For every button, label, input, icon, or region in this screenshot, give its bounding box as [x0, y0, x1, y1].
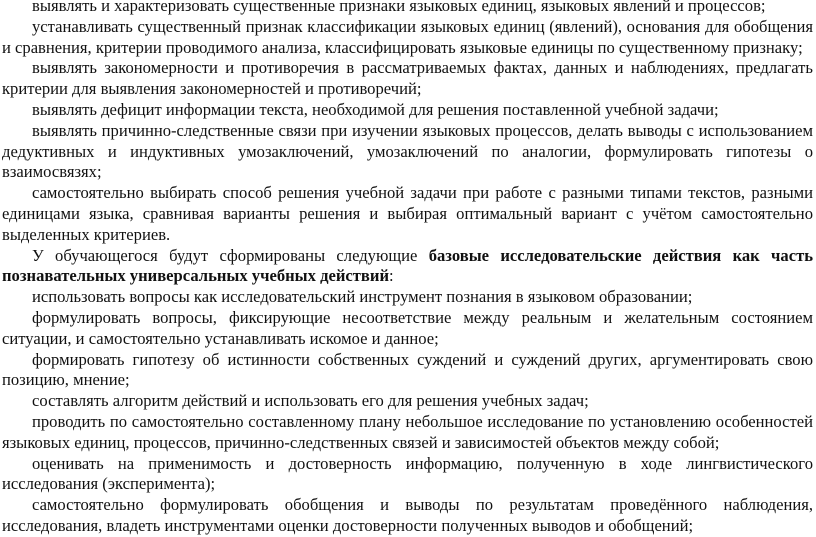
intro-suffix: :: [389, 266, 394, 286]
list-item-generalizations: самостоятельно формулировать обобщения и выводы по результатам проведённого наблюдения, исследования, владеть инструментами оценки достоверности полученных выводов и обобщений;: [2, 495, 813, 535]
list-item-algorithm: составлять алгоритм действий и использовать его для решения учебных задач;: [32, 391, 589, 411]
list-item-questions: использовать вопросы как исследовательский инструмент познания в языковом образовании;: [32, 287, 693, 307]
paragraph-causal-links: выявлять причинно-следственные связи при изучении языковых процессов, делать выводы с использованием дедуктивных и индуктивных умозаключений, умозаключений по аналогии, формулировать гипотезы о взаимосвязях;: [2, 120, 813, 182]
paragraph-patterns: выявлять закономерности и противоречия в рассматриваемых фактах, данных и наблюдениях, предлагать критерии для выявления закономерностей и противоречий;: [2, 58, 813, 99]
paragraph-information-deficit: выявлять дефицит информации текста, необходимой для решения поставленной учебной задачи;: [32, 99, 719, 119]
paragraph-classification: устанавливать существенный признак классификации языковых единиц (явлений), основания для обобщения и сравнения, критерии проводимого анализа, классифицировать языковые единицы по существенному признаку;: [2, 16, 813, 57]
paragraph-choose-method: самостоятельно выбирать способ решения учебной задачи при работе с разными типами текстов, разными единицами языка, сравнивая варианты решения и выбирая оптимальный вариант с учётом самостоятельно выделенных критериев.: [2, 183, 813, 244]
intro-prefix: У обучающегося будут сформированы следующие: [32, 245, 429, 265]
list-item-evaluate-information: оценивать на применимость и достоверность информацию, полученную в ходе лингвистического исследования (эксперимента);: [2, 453, 813, 494]
list-item-formulate-questions: формулировать вопросы, фиксирующие несоответствие между реальным и желательным состоянием ситуации, и самостоятельно устанавливать искомое и данное;: [2, 307, 813, 348]
paragraph-identify-features: выявлять и характеризовать существенные признаки языковых единиц, языковых явлений и процессов;: [32, 0, 766, 15]
intro-paragraph: [2, 246, 813, 288]
list-item-research-plan: проводить по самостоятельно составленному плану небольшое исследование по установлению особенностей языковых единиц, процессов, причинно-следственных связей и зависимостей объектов между собой;: [2, 411, 813, 452]
intro-bold-heading: базовые исследовательские действия как часть познавательных универсальных учебных действий: [2, 245, 813, 286]
list-item-hypothesis: формировать гипотезу об истинности собственных суждений и суждений других, аргументировать свою позицию, мнение;: [2, 349, 813, 390]
